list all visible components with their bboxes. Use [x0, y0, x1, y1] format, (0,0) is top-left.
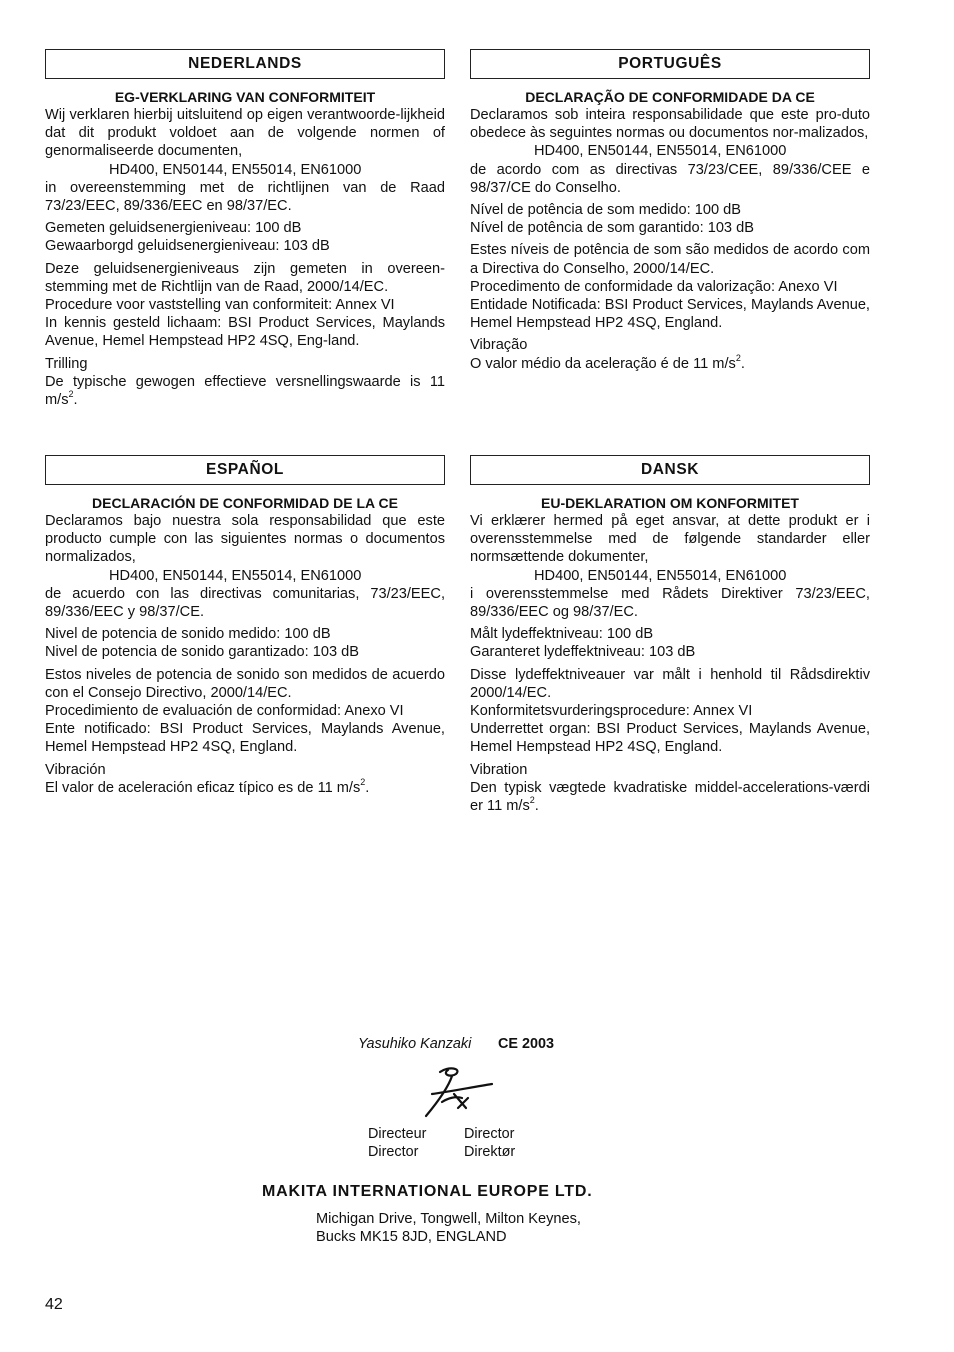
procedure-text: Procedure voor vaststelling van conformiteit: Annex VI	[45, 297, 395, 314]
standards-list: HD400, EN50144, EN55014, EN61000	[534, 567, 787, 584]
measured-level: Gemeten geluidsenergieniveau: 100 dB	[45, 220, 302, 237]
address-line: Bucks MK15 8JD, ENGLAND	[316, 1229, 507, 1246]
superscript: 2	[735, 352, 741, 363]
section-heading: DANSK	[470, 455, 870, 485]
declaration-title: EU-DEKLARATION OM KONFORMITET	[541, 495, 799, 511]
guaranteed-level: Nivel de potencia de sonido garantizado: 103 dB	[45, 644, 359, 661]
directives-text: i overensstemmelse med Rådets Direktiver 73/23/EEC, 89/336/EEC og 98/37/EC.	[470, 585, 870, 621]
vibration-title: Vibración	[45, 761, 106, 778]
section-dansk	[470, 455, 870, 815]
guaranteed-level: Garanteret lydeffektniveau: 103 dB	[470, 644, 696, 661]
measure-note: Deze geluidsenergieniveaus zijn gemeten in overeen-stemming met de Richtlijn van de Raad, 2000/14/EC.	[45, 260, 445, 295]
notified-body: Underrettet organ: BSI Product Services, Maylands Avenue, Hemel Hempstead HP2 4SQ, England.	[470, 721, 870, 756]
ce-year: CE 2003	[498, 1036, 555, 1052]
notified-body: In kennis gesteld lichaam: BSI Product Services, Maylands Avenue, Hemel Hempstead HP2 4SQ, Eng-land.	[45, 315, 445, 350]
guaranteed-level: Gewaarborgd geluidsenergieniveau: 103 dB	[45, 238, 330, 255]
standards-list: HD400, EN50144, EN55014, EN61000	[534, 143, 787, 160]
vibration-title: Trilling	[45, 355, 88, 372]
measure-note: Disse lydeffektniveauer var målt i henhold til Rådsdirektiv 2000/14/EC.	[470, 666, 870, 701]
directives-text: de acuerdo con las directivas comunitarias, 73/23/EEC, 89/336/EEC y 98/37/CE.	[45, 585, 445, 621]
procedure-text: Procedimiento de evaluación de conformidad: Anexo VI	[45, 703, 404, 720]
role-directeur: Directeur	[368, 1126, 427, 1142]
superscript: 2	[529, 795, 535, 806]
measured-level: Målt lydeffektniveau: 100 dB	[470, 626, 654, 643]
measure-note: Estos niveles de potencia de sonido son medidos de acuerdo con el Consejo Directivo, 2000/14/EC.	[45, 666, 445, 701]
declaration-title: DECLARAÇÃO DE CONFORMIDADE DA CE	[525, 89, 815, 105]
signature-icon	[418, 1064, 498, 1122]
company-address	[316, 1210, 581, 1246]
role-direktor: Direktør	[464, 1144, 516, 1160]
measure-note: Estes níveis de potência de som são medidos de acordo com a Directiva do Conselho, 2000/14/EC.	[470, 242, 870, 277]
directives-text: in overeenstemming met de richtlijnen van de Raad 73/23/EEC, 89/336/EEC en 98/37/EC.	[45, 179, 445, 215]
vibration-text: O valor médio da aceleração é de 11 $m/s^2$.	[470, 352, 745, 372]
section-espanol	[45, 455, 445, 797]
vibration-title: Vibração	[470, 337, 528, 354]
standards-list: HD400, EN50144, EN55014, EN61000	[109, 567, 362, 584]
page-number: 42	[45, 1296, 63, 1313]
vibration-text: Den typisk vægtede kvadratiske middel-accelerations-værdi er 11 $m/s^2$.	[470, 779, 870, 815]
measured-level: Nível de potência de som medido: 100 dB	[470, 202, 741, 219]
standards-list: HD400, EN50144, EN55014, EN61000	[109, 161, 362, 178]
superscript: 2	[360, 776, 366, 787]
declaration-title: DECLARACIÓN DE CONFORMIDAD DE LA CE	[92, 495, 398, 511]
vibration-text: De typische gewogen effectieve versnellingswaarde is 11 $m/s^2$.	[45, 373, 445, 409]
measured-level: Nivel de potencia de sonido medido: 100 dB	[45, 626, 331, 643]
intro-text: Vi erklærer hermed på eget ansvar, at dette produkt er i overensstemmelse med de følgende standarder eller normsættende dokumenter,	[470, 513, 870, 566]
section-nederlands	[45, 49, 445, 409]
intro-text: Declaramos sob inteira responsabilidade que este pro-duto obedece às seguintes normas ou documentos nor-malizados,	[470, 107, 870, 142]
procedure-text: Procedimento de conformidade da valorização: Anexo VI	[470, 278, 838, 295]
vibration-text: El valor de aceleración eficaz típico es de 11 $m/s^2$.	[45, 776, 370, 796]
guaranteed-level: Nível de potência de som garantido: 103 dB	[470, 220, 754, 237]
intro-text: Wij verklaren hierbij uitsluitend op eigen verantwoorde-lijkheid dat dit produkt voldoet aan de volgende normen of genormaliseerde documenten,	[45, 107, 445, 160]
signatory-name: Yasuhiko Kanzaki	[358, 1036, 472, 1052]
vibration-title: Vibration	[470, 761, 528, 778]
procedure-text: Konformitetsvurderingsprocedure: Annex VI	[470, 703, 753, 720]
section-heading: NEDERLANDS	[45, 49, 445, 79]
section-heading: ESPAÑOL	[45, 455, 445, 485]
directives-text: de acordo com as directivas 73/23/CEE, 89/336/CEE e 98/37/CE do Conselho.	[470, 161, 870, 196]
address-line: Michigan Drive, Tongwell, Milton Keynes,	[316, 1211, 581, 1227]
declaration-title: EG-VERKLARING VAN CONFORMITEIT	[114, 89, 376, 105]
role-director-es: Director	[368, 1144, 419, 1160]
notified-body: Ente notificado: BSI Product Services, Maylands Avenue, Hemel Hempstead HP2 4SQ, England.	[45, 721, 445, 756]
section-heading: PORTUGUÊS	[470, 49, 870, 79]
section-portugues	[470, 49, 870, 373]
role-director: Director	[464, 1126, 515, 1142]
notified-body: Entidade Notificada: BSI Product Services, Maylands Avenue, Hemel Hempstead HP2 4SQ, England.	[470, 297, 870, 332]
company-name: MAKITA INTERNATIONAL EUROPE LTD.	[262, 1183, 593, 1200]
intro-text: Declaramos bajo nuestra sola responsabilidad que este producto cumple con las siguientes normas o documentos normalizados,	[45, 513, 445, 566]
superscript: 2	[68, 389, 74, 400]
